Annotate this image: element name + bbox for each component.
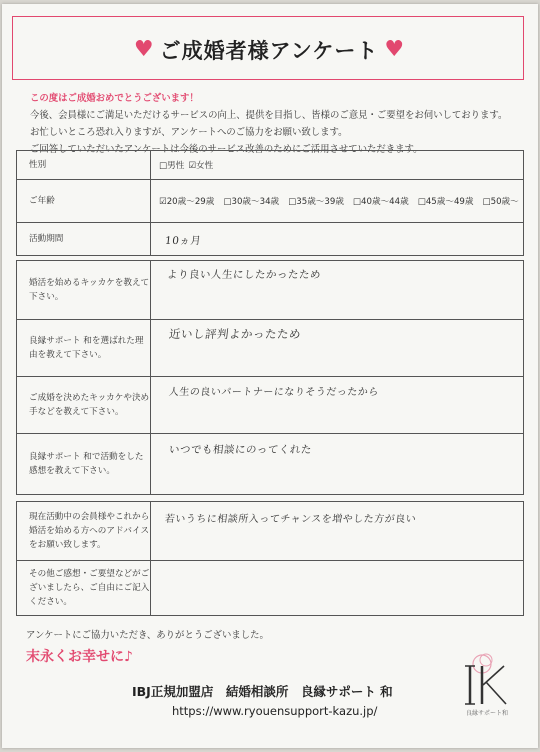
age-label: ご年齢 (17, 180, 151, 222)
page-title: ご成婚者様アンケート (159, 39, 379, 63)
answer-area[interactable] (151, 261, 523, 319)
activity-label: 活動期間 (17, 223, 151, 255)
activity-answer: 10ヵ月 (164, 235, 202, 247)
answer-text: より良い人生にしたかったため (166, 269, 322, 281)
intro-text (30, 90, 520, 158)
question-row (16, 560, 524, 616)
question-label: 良縁サポート 和で活動をした感想を教えて下さい。 (17, 434, 151, 494)
question-row (16, 433, 524, 495)
age-option[interactable]: □40歳～44歳 (352, 197, 409, 207)
brand-logo (452, 648, 522, 716)
gender-row (16, 150, 524, 180)
question-row (16, 260, 524, 320)
shop-name: IBJ正規加盟店 結婚相談所 良縁サポート 和 (132, 684, 393, 699)
intro-greeting: この度はご成婚おめでとうございます！ (30, 93, 199, 104)
answer-area[interactable] (151, 320, 523, 376)
answer-area[interactable] (151, 502, 523, 560)
question-row (16, 501, 524, 561)
gender-options (159, 151, 213, 179)
answer-text: 人生の良いパートナーになりそうだったから (168, 387, 380, 398)
question-row (16, 376, 524, 434)
happy-message: 末永くお幸せに♪ (26, 649, 133, 665)
age-option[interactable]: ☑20歳～29歳 (159, 197, 215, 207)
intro-line: 今後、会員様にご満足いただけるサービスの向上、提供を目指し、皆様のご意見・ご要望をお伺いしております。 (30, 110, 508, 121)
question-label: 良縁サポート 和を選ばれた理由を教えて下さい。 (17, 320, 151, 376)
survey-sheet (2, 4, 538, 748)
question-row (16, 319, 524, 377)
gender-label: 性別 (17, 151, 151, 179)
age-option[interactable]: □45歳～49歳 (417, 197, 474, 207)
question-label: 婚活を始めるキッカケを教えて下さい。 (17, 261, 151, 319)
age-option[interactable]: □50歳～ (482, 197, 519, 207)
answer-area[interactable] (151, 377, 523, 433)
question-label: その他ご感想・ご要望などがございましたら、ご自由にご記入ください。 (17, 561, 151, 615)
gender-option-male[interactable]: □男性 (159, 161, 185, 171)
age-value (151, 180, 523, 222)
activity-row (16, 222, 524, 256)
answer-area[interactable] (151, 434, 523, 494)
title-row (13, 35, 525, 65)
title-frame (12, 16, 524, 80)
logo-caption: 良縁サポート和 (465, 710, 508, 717)
age-row (16, 179, 524, 223)
gender-option-female[interactable]: ☑女性 (188, 161, 214, 171)
answer-text: 近いし評判よかったため (168, 327, 302, 341)
heart-icon: ♥ (133, 37, 154, 62)
heart-icon: ♥ (384, 37, 405, 62)
website-url[interactable]: https://www.ryouensupport-kazu.jp/ (172, 704, 378, 718)
thanks-note: アンケートにご協力いただき、ありがとうございました。 (26, 630, 269, 641)
question-label: ご成婚を決めたキッカケや決め手などを教えて下さい。 (17, 377, 151, 433)
age-option[interactable]: □35歳～39歳 (288, 197, 344, 207)
intro-line: お忙しいところ恐れ入りますが、アンケートへのご協力をお願い致します。 (30, 127, 348, 138)
answer-text: いつでも相談にのってくれた (168, 444, 313, 456)
intro-line: ご回答していただいたアンケートは今後のサービス改善のためにご活用させていただきます。 (30, 144, 423, 155)
activity-value[interactable] (151, 223, 523, 255)
question-label: 現在活動中の会員様やこれから婚活を始める方へのアドバイスをお願い致します。 (17, 502, 151, 560)
gender-value (151, 151, 523, 179)
answer-area[interactable] (151, 561, 523, 615)
age-option[interactable]: □30歳～34歳 (223, 197, 280, 207)
logo-mark-icon (452, 648, 522, 710)
age-options (159, 180, 519, 222)
answer-text: 若いうちに相談所入ってチャンスを増やした方が良い (164, 514, 417, 525)
